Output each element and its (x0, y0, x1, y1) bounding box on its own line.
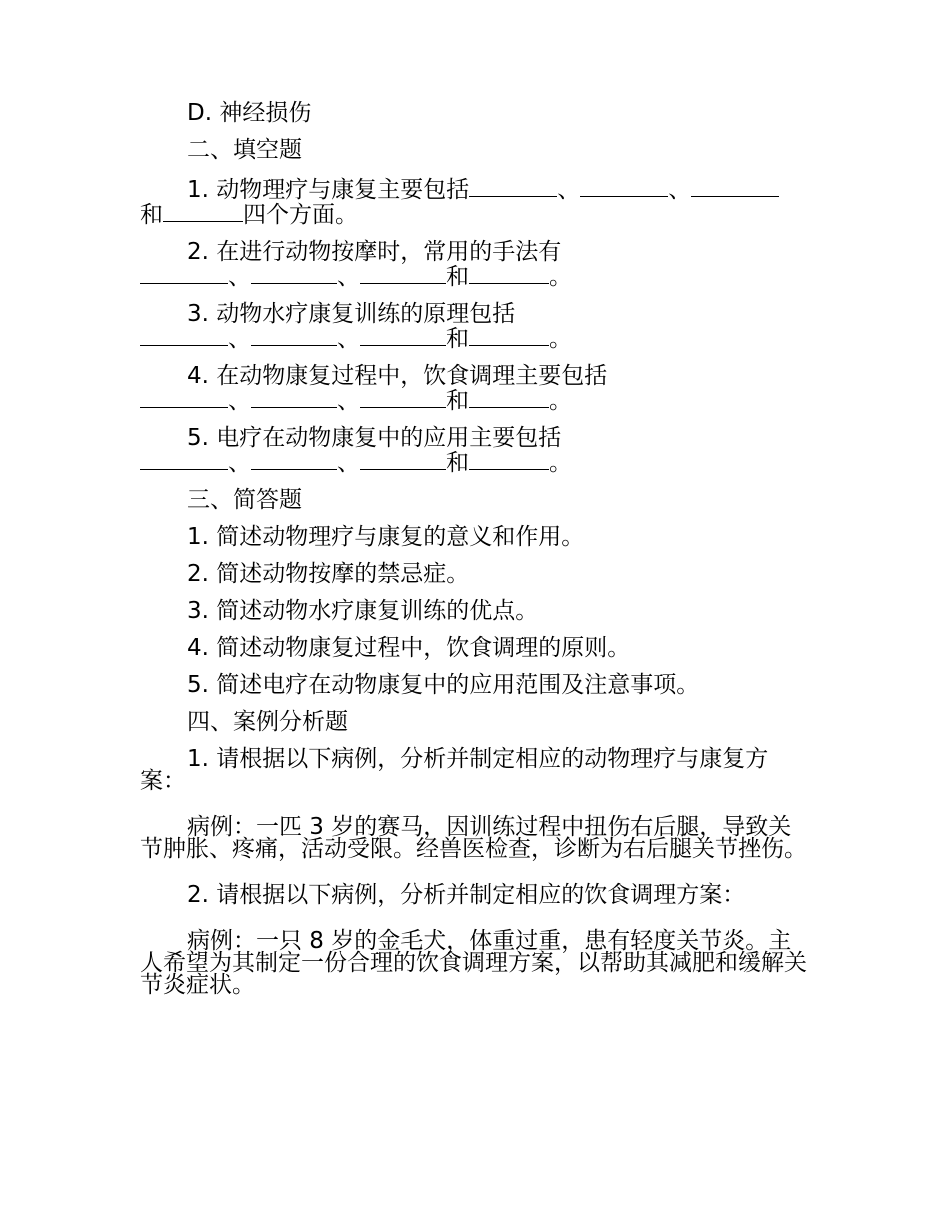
case-text-1: 病例：一匹 3 岁的赛马，因训练过程中扭伤右后腿，导致关节肿胀、疼痛，活动受限。经兽医检查，诊断为右后腿关节挫伤。 (140, 814, 807, 862)
section-title-fill-in: 二、填空题 (187, 137, 302, 163)
blank (580, 176, 668, 197)
section-title-short-answer: 三、简答题 (187, 487, 302, 513)
fill-question-2-blanks (140, 263, 810, 288)
blank (251, 449, 337, 470)
blank (360, 387, 446, 408)
fill-question-2 (140, 241, 810, 263)
separator: 、 (228, 264, 251, 290)
separator: 、 (228, 326, 251, 352)
blank (360, 263, 446, 284)
blank (140, 325, 228, 346)
blank (469, 325, 549, 346)
short-question-5: 5. 简述电疗在动物康复中的应用范围及注意事项。 (187, 672, 700, 698)
fill-question-3-blanks (140, 325, 810, 350)
separator: 、 (228, 388, 251, 414)
punctuation: 。 (549, 264, 572, 290)
blank (163, 201, 243, 222)
blank (469, 449, 549, 470)
blank (251, 387, 337, 408)
blank (469, 387, 549, 408)
case-question-2: 2. 请根据以下病例，分析并制定相应的饮食调理方案： (187, 882, 746, 908)
fill-question-5-blanks (140, 449, 810, 474)
punctuation: 。 (549, 450, 572, 476)
separator: 、 (557, 177, 581, 203)
blank (360, 325, 446, 346)
conjunction: 和 (140, 202, 163, 228)
conjunction: 和 (446, 264, 469, 290)
short-question-3: 3. 简述动物水疗康复训练的优点。 (187, 598, 539, 624)
blank (251, 325, 337, 346)
fill-question-1-suffix: 四个方面。 (243, 202, 358, 228)
option-d: D. 神经损伤 (187, 100, 312, 126)
blank (360, 449, 446, 470)
blank (251, 263, 337, 284)
blank (140, 263, 228, 284)
blank (691, 176, 779, 197)
punctuation: 。 (549, 326, 572, 352)
separator: 、 (337, 264, 360, 290)
conjunction: 和 (446, 450, 469, 476)
fill-question-5-text: 5. 电疗在动物康复中的应用主要包括 (187, 425, 562, 451)
fill-question-1-cont (140, 201, 810, 226)
fill-question-2-text: 2. 在进行动物按摩时，常用的手法有 (187, 239, 562, 265)
conjunction: 和 (446, 388, 469, 414)
blank (140, 387, 228, 408)
case-text-2: 病例：一只 8 岁的金毛犬，体重过重，患有轻度关节炎。主人希望为其制定一份合理的饮食调理方案，以帮助其减肥和缓解关节炎症状。 (140, 928, 807, 998)
fill-question-1 (140, 176, 810, 201)
separator: 、 (337, 326, 360, 352)
blank (469, 176, 557, 197)
separator: 、 (668, 177, 692, 203)
section-title-case-analysis: 四、案例分析题 (187, 709, 348, 735)
separator: 、 (337, 450, 360, 476)
separator: 、 (337, 388, 360, 414)
fill-question-4-text: 4. 在动物康复过程中，饮食调理主要包括 (187, 363, 608, 389)
fill-question-4 (140, 365, 810, 387)
fill-question-3-text: 3. 动物水疗康复训练的原理包括 (187, 301, 516, 327)
separator: 、 (228, 450, 251, 476)
blank (140, 449, 228, 470)
fill-question-1-text: 1. 动物理疗与康复主要包括 (187, 177, 470, 203)
punctuation: 。 (549, 388, 572, 414)
short-question-4: 4. 简述动物康复过程中，饮食调理的原则。 (187, 635, 631, 661)
blank (469, 263, 549, 284)
fill-question-5 (140, 427, 810, 449)
short-question-1: 1. 简述动物理疗与康复的意义和作用。 (187, 524, 585, 550)
short-question-2: 2. 简述动物按摩的禁忌症。 (187, 561, 470, 587)
case-question-1: 1. 请根据以下病例，分析并制定相应的动物理疗与康复方案： (140, 746, 769, 794)
fill-question-4-blanks (140, 387, 810, 412)
document-body (140, 102, 810, 996)
fill-question-3 (140, 303, 810, 325)
conjunction: 和 (446, 326, 469, 352)
